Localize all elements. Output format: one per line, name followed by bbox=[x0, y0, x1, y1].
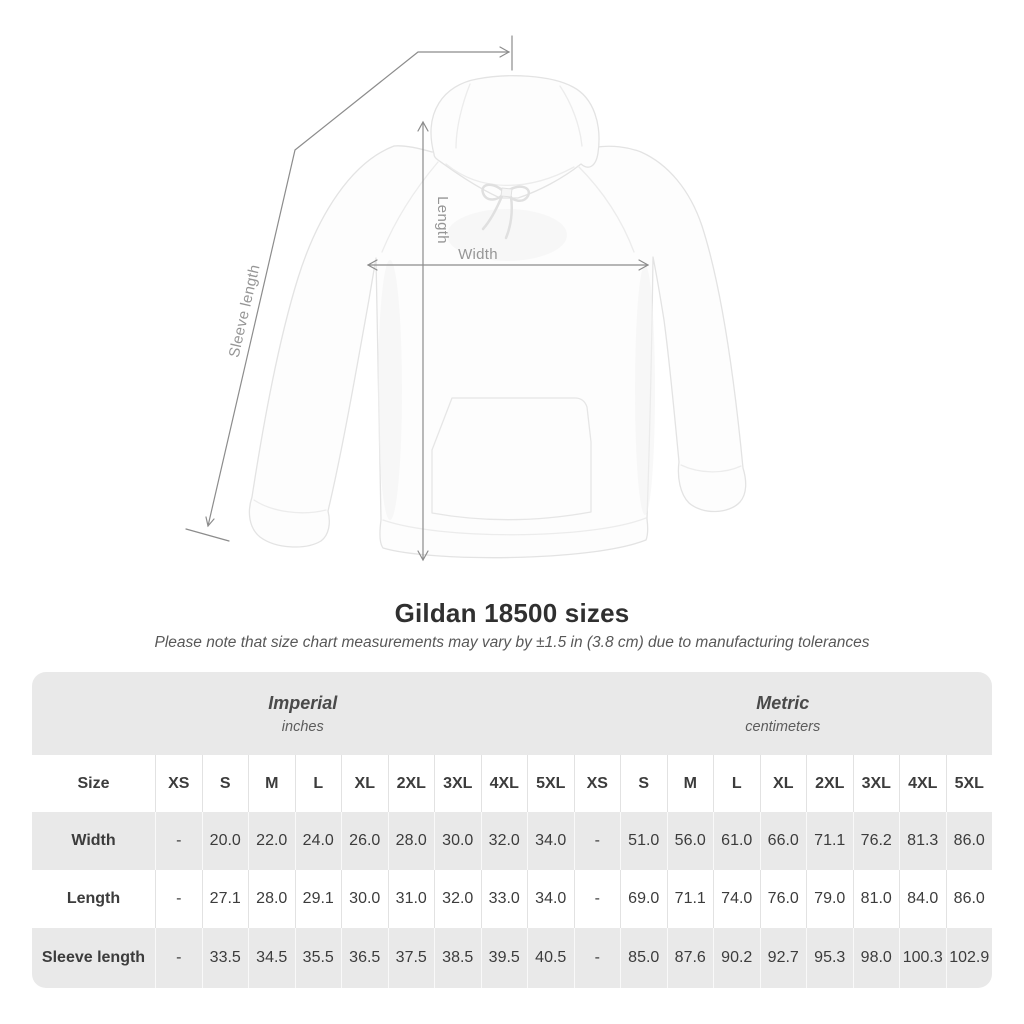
size-column-header: 4XL bbox=[899, 755, 946, 812]
table-cell: 27.1 bbox=[202, 870, 249, 928]
table-cell: 90.2 bbox=[713, 928, 760, 988]
table-cell: 20.0 bbox=[202, 812, 249, 870]
table-cell: 56.0 bbox=[667, 812, 714, 870]
table-cell: - bbox=[155, 928, 202, 988]
table-cell: 37.5 bbox=[388, 928, 435, 988]
table-cell: 39.5 bbox=[481, 928, 528, 988]
table-cell: 33.0 bbox=[481, 870, 528, 928]
table-cell: 76.2 bbox=[853, 812, 900, 870]
size-column-header: 5XL bbox=[527, 755, 574, 812]
size-column-header: XL bbox=[341, 755, 388, 812]
table-cell: 31.0 bbox=[388, 870, 435, 928]
size-column-header: 4XL bbox=[481, 755, 528, 812]
table-cell: 100.3 bbox=[899, 928, 946, 988]
hoodie-pocket bbox=[432, 398, 591, 520]
table-cell: - bbox=[574, 928, 621, 988]
size-column-header: XL bbox=[760, 755, 807, 812]
table-cell: 34.0 bbox=[527, 870, 574, 928]
table-cell: 81.3 bbox=[899, 812, 946, 870]
size-column-header: S bbox=[202, 755, 249, 812]
size-column-header: 3XL bbox=[434, 755, 481, 812]
table-cell: 74.0 bbox=[713, 870, 760, 928]
table-cell: 24.0 bbox=[295, 812, 342, 870]
table-cell: 79.0 bbox=[806, 870, 853, 928]
sleeve-length-label: Sleeve length bbox=[225, 262, 264, 360]
table-cell: 22.0 bbox=[248, 812, 295, 870]
table-cell: - bbox=[155, 870, 202, 928]
size-chart-table bbox=[32, 672, 992, 988]
table-cell: 85.0 bbox=[620, 928, 667, 988]
size-column-header: 2XL bbox=[388, 755, 435, 812]
row-label: Sleeve length bbox=[41, 949, 146, 966]
size-column-header: L bbox=[295, 755, 342, 812]
table-cell: 28.0 bbox=[388, 812, 435, 870]
table-cell: - bbox=[574, 870, 621, 928]
size-corner-label: Size bbox=[77, 774, 110, 792]
table-cell: 36.5 bbox=[341, 928, 388, 988]
table-cell: 30.0 bbox=[434, 812, 481, 870]
width-label: Width bbox=[458, 246, 498, 263]
table-cell: - bbox=[574, 812, 621, 870]
imperial-header bbox=[32, 672, 574, 755]
size-column-header: M bbox=[667, 755, 714, 812]
table-cell: 92.7 bbox=[760, 928, 807, 988]
size-column-header: XS bbox=[155, 755, 202, 812]
table-cell: 84.0 bbox=[899, 870, 946, 928]
table-cell: 26.0 bbox=[341, 812, 388, 870]
size-column-header: XS bbox=[574, 755, 621, 812]
table-cell: 71.1 bbox=[667, 870, 714, 928]
table-cell: 30.0 bbox=[341, 870, 388, 928]
table-cell: 32.0 bbox=[434, 870, 481, 928]
row-label: Width bbox=[71, 832, 116, 849]
table-row-sleeve-length bbox=[32, 928, 992, 988]
hoodie-illustration bbox=[249, 76, 745, 558]
table-cell: 69.0 bbox=[620, 870, 667, 928]
size-column-header: 2XL bbox=[806, 755, 853, 812]
table-cell: 86.0 bbox=[946, 870, 993, 928]
size-column-header: 3XL bbox=[853, 755, 900, 812]
page-title: Gildan 18500 sizes bbox=[394, 598, 630, 628]
metric-header bbox=[574, 672, 993, 755]
size-header-row bbox=[32, 755, 992, 812]
table-row-width bbox=[32, 812, 992, 870]
size-column-header: S bbox=[620, 755, 667, 812]
table-cell: 34.0 bbox=[527, 812, 574, 870]
length-label: Length bbox=[434, 196, 451, 244]
table-cell: 34.5 bbox=[248, 928, 295, 988]
table-cell: 76.0 bbox=[760, 870, 807, 928]
unit-header-row bbox=[32, 672, 992, 755]
table-cell: 87.6 bbox=[667, 928, 714, 988]
row-label: Length bbox=[66, 890, 121, 907]
table-row-length bbox=[32, 870, 992, 928]
table-cell: 71.1 bbox=[806, 812, 853, 870]
table-cell: 95.3 bbox=[806, 928, 853, 988]
table-cell: 86.0 bbox=[946, 812, 993, 870]
table-cell: 28.0 bbox=[248, 870, 295, 928]
metric-unit: centimeters bbox=[745, 718, 821, 735]
table-cell: 32.0 bbox=[481, 812, 528, 870]
table-cell: - bbox=[155, 812, 202, 870]
table-cell: 33.5 bbox=[202, 928, 249, 988]
tolerance-note: Please note that size chart measurements may vary by ±1.5 in (3.8 cm) due to manufacturing tolerances bbox=[154, 634, 870, 651]
table-cell: 35.5 bbox=[295, 928, 342, 988]
table-cell: 66.0 bbox=[760, 812, 807, 870]
table-cell: 98.0 bbox=[853, 928, 900, 988]
imperial-title: Imperial bbox=[268, 692, 338, 713]
table-cell: 61.0 bbox=[713, 812, 760, 870]
imperial-unit: inches bbox=[281, 718, 324, 735]
size-column-header: 5XL bbox=[946, 755, 993, 812]
metric-title: Metric bbox=[756, 692, 810, 713]
table-cell: 102.9 bbox=[946, 928, 993, 988]
table-cell: 40.5 bbox=[527, 928, 574, 988]
size-column-header: L bbox=[713, 755, 760, 812]
size-column-header: M bbox=[248, 755, 295, 812]
table-cell: 81.0 bbox=[853, 870, 900, 928]
table-cell: 51.0 bbox=[620, 812, 667, 870]
table-cell: 29.1 bbox=[295, 870, 342, 928]
table-cell: 38.5 bbox=[434, 928, 481, 988]
